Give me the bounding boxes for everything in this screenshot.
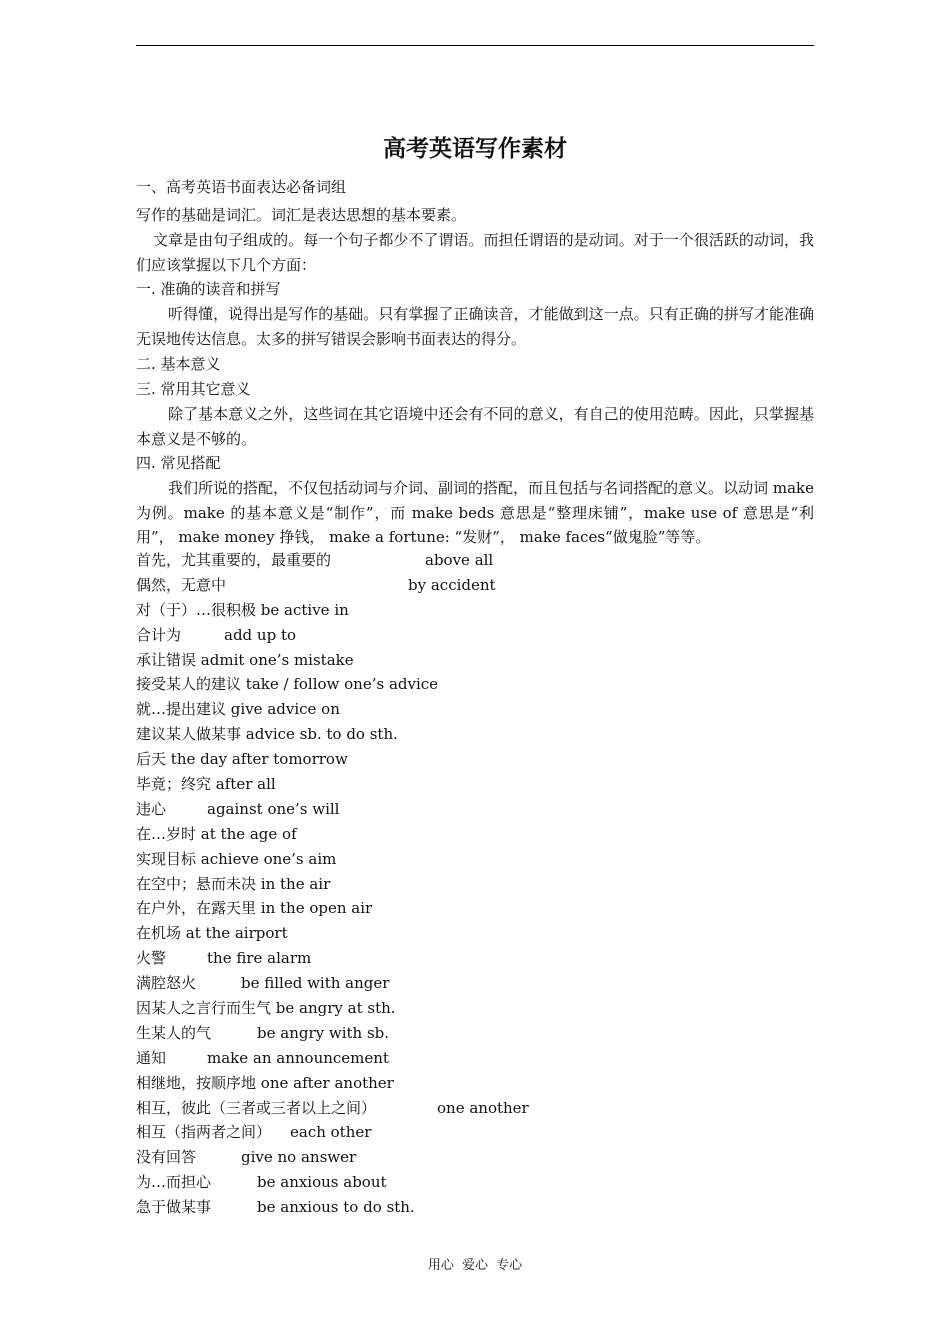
vocab-item — [136, 822, 814, 847]
point-3-paragraph: 除了基本意义之外，这些词在其它语境中还会有不同的意义，有自己的使用范畴。因此，只掌握基本意义是不够的。 — [136, 405, 814, 448]
vocab-en: admit one’s mistake — [200, 650, 354, 669]
point-2-heading: 二. 基本意义 — [136, 355, 221, 373]
vocab-en: above all — [425, 551, 494, 569]
point-1-paragraph: 听得懂，说得出是写作的基础。只有掌握了正确读音，才能做到这一点。只有正确的拼写才能准确无误地传达信息。太多的拼写错误会影响书面表达的得分。 — [136, 305, 814, 348]
vocab-item — [136, 1021, 814, 1046]
vocab-item — [136, 772, 814, 797]
vocab-cn: 在户外，在露天里 — [136, 899, 257, 918]
vocab-cn: 合计为 — [136, 625, 182, 644]
page-footer: 用心 爱心 专心 — [427, 1258, 523, 1273]
vocab-item — [136, 648, 814, 673]
vocab-item — [136, 946, 814, 971]
vocab-item — [136, 797, 814, 822]
vocab-item — [136, 996, 814, 1021]
vocab-cn: 急于做某事 — [136, 1198, 212, 1217]
vocab-cn: 对（于）…很积极 — [136, 600, 257, 619]
vocab-en: give advice on — [230, 700, 340, 719]
section-heading: 一、高考英语书面表达必备词组 — [136, 178, 347, 196]
point-1-heading: 一. 准确的读音和拼写 — [136, 280, 281, 298]
vocab-en: at the airport — [185, 924, 288, 943]
vocab-item — [136, 697, 814, 722]
vocab-cn: 首先，尤其重要的，最重要的 — [136, 551, 332, 569]
vocab-en: each other — [290, 1123, 372, 1142]
vocab-cn: 通知 — [136, 1048, 167, 1067]
intro-paragraph-1: 写作的基础是词汇。词汇是表达思想的基本要素。 — [136, 206, 467, 224]
point-4-heading: 四. 常见搭配 — [136, 454, 221, 472]
vocab-en: be angry with sb. — [257, 1023, 390, 1042]
vocab-cn: 在机场 — [136, 924, 182, 943]
vocab-list — [136, 548, 814, 1220]
vocab-cn: 违心 — [136, 799, 167, 818]
vocab-cn: 没有回答 — [136, 1148, 197, 1167]
vocab-item — [136, 1195, 814, 1220]
vocab-item — [136, 1096, 814, 1121]
point-3-heading: 三. 常用其它意义 — [136, 380, 251, 398]
vocab-en: in the air — [260, 874, 331, 893]
intro-paragraph-2: 文章是由句子组成的。每一个句子都少不了谓语。而担任谓语的是动词。对于一个很活跃的动词，我们应该掌握以下几个方面： — [136, 231, 814, 274]
vocab-cn: 相互，彼此（三者或三者以上之间） — [136, 1098, 377, 1117]
vocab-cn: 相互（指两者之间） — [136, 1123, 272, 1142]
vocab-en: one another — [437, 1098, 529, 1117]
vocab-en: be anxious to do sth. — [257, 1198, 415, 1217]
vocab-cn: 后天 — [136, 750, 167, 769]
vocab-en: be anxious about — [257, 1173, 387, 1192]
vocab-en: advice sb. to do sth. — [245, 725, 398, 744]
vocab-item — [136, 548, 814, 573]
vocab-item — [136, 896, 814, 921]
vocab-en: at the age of — [200, 824, 297, 843]
vocab-en: the fire alarm — [207, 949, 312, 968]
header-rule — [136, 45, 814, 46]
vocab-item — [136, 672, 814, 697]
vocab-cn: 相继地，按顺序地 — [136, 1073, 257, 1092]
vocab-item — [136, 623, 814, 648]
page-title: 高考英语写作素材 — [383, 136, 567, 162]
vocab-cn: 为…而担心 — [136, 1173, 212, 1192]
vocab-item — [136, 1071, 814, 1096]
vocab-item — [136, 747, 814, 772]
vocab-cn: 建议某人做某事 — [136, 725, 242, 744]
vocab-item — [136, 1170, 814, 1195]
vocab-en: achieve one’s aim — [200, 849, 337, 868]
vocab-cn: 满腔怒火 — [136, 974, 197, 993]
vocab-item — [136, 573, 814, 598]
vocab-en: make an announcement — [207, 1048, 389, 1067]
vocab-cn: 接受某人的建议 — [136, 675, 242, 694]
vocab-cn: 在…岁时 — [136, 824, 197, 843]
vocab-item — [136, 971, 814, 996]
vocab-item — [136, 722, 814, 747]
vocab-cn: 实现目标 — [136, 849, 197, 868]
vocab-en: by accident — [408, 575, 496, 594]
vocab-en: one after another — [260, 1073, 394, 1092]
vocab-item — [136, 847, 814, 872]
vocab-cn: 火警 — [136, 949, 167, 968]
vocab-cn: 偶然，无意中 — [136, 575, 227, 594]
vocab-cn: 承让错误 — [136, 650, 197, 669]
vocab-en: against one’s will — [207, 799, 340, 818]
vocab-item — [136, 872, 814, 897]
vocab-cn: 毕竟；终究 — [136, 775, 212, 794]
vocab-en: after all — [215, 775, 276, 794]
vocab-cn: 生某人的气 — [136, 1023, 212, 1042]
vocab-item — [136, 1145, 814, 1170]
point-4-paragraph: 我们所说的搭配，不仅包括动词与介词、副词的搭配，而且包括与名词搭配的意义。以动词 make 为例。make 的基本意义是“制作”，而 make beds 意思是“整理床铺”，make use of 意思是“利用”， make money 挣钱， make a fortune: “发财”， make faces“做鬼脸”等等。 — [136, 479, 814, 546]
vocab-en: take / follow one’s advice — [245, 675, 439, 694]
vocab-item — [136, 1120, 814, 1145]
vocab-cn: 在空中；悬而未决 — [136, 874, 257, 893]
vocab-en: be angry at sth. — [275, 999, 396, 1018]
vocab-en: be active in — [260, 600, 349, 619]
vocab-en: in the open air — [260, 899, 373, 918]
vocab-item — [136, 598, 814, 623]
vocab-en: give no answer — [241, 1148, 357, 1167]
vocab-item — [136, 1046, 814, 1071]
vocab-item — [136, 921, 814, 946]
vocab-cn: 就…提出建议 — [136, 700, 227, 719]
vocab-en: the day after tomorrow — [170, 750, 348, 769]
vocab-en: add up to — [224, 625, 297, 644]
vocab-cn: 因某人之言行而生气 — [136, 999, 272, 1018]
vocab-en: be filled with anger — [241, 974, 390, 993]
